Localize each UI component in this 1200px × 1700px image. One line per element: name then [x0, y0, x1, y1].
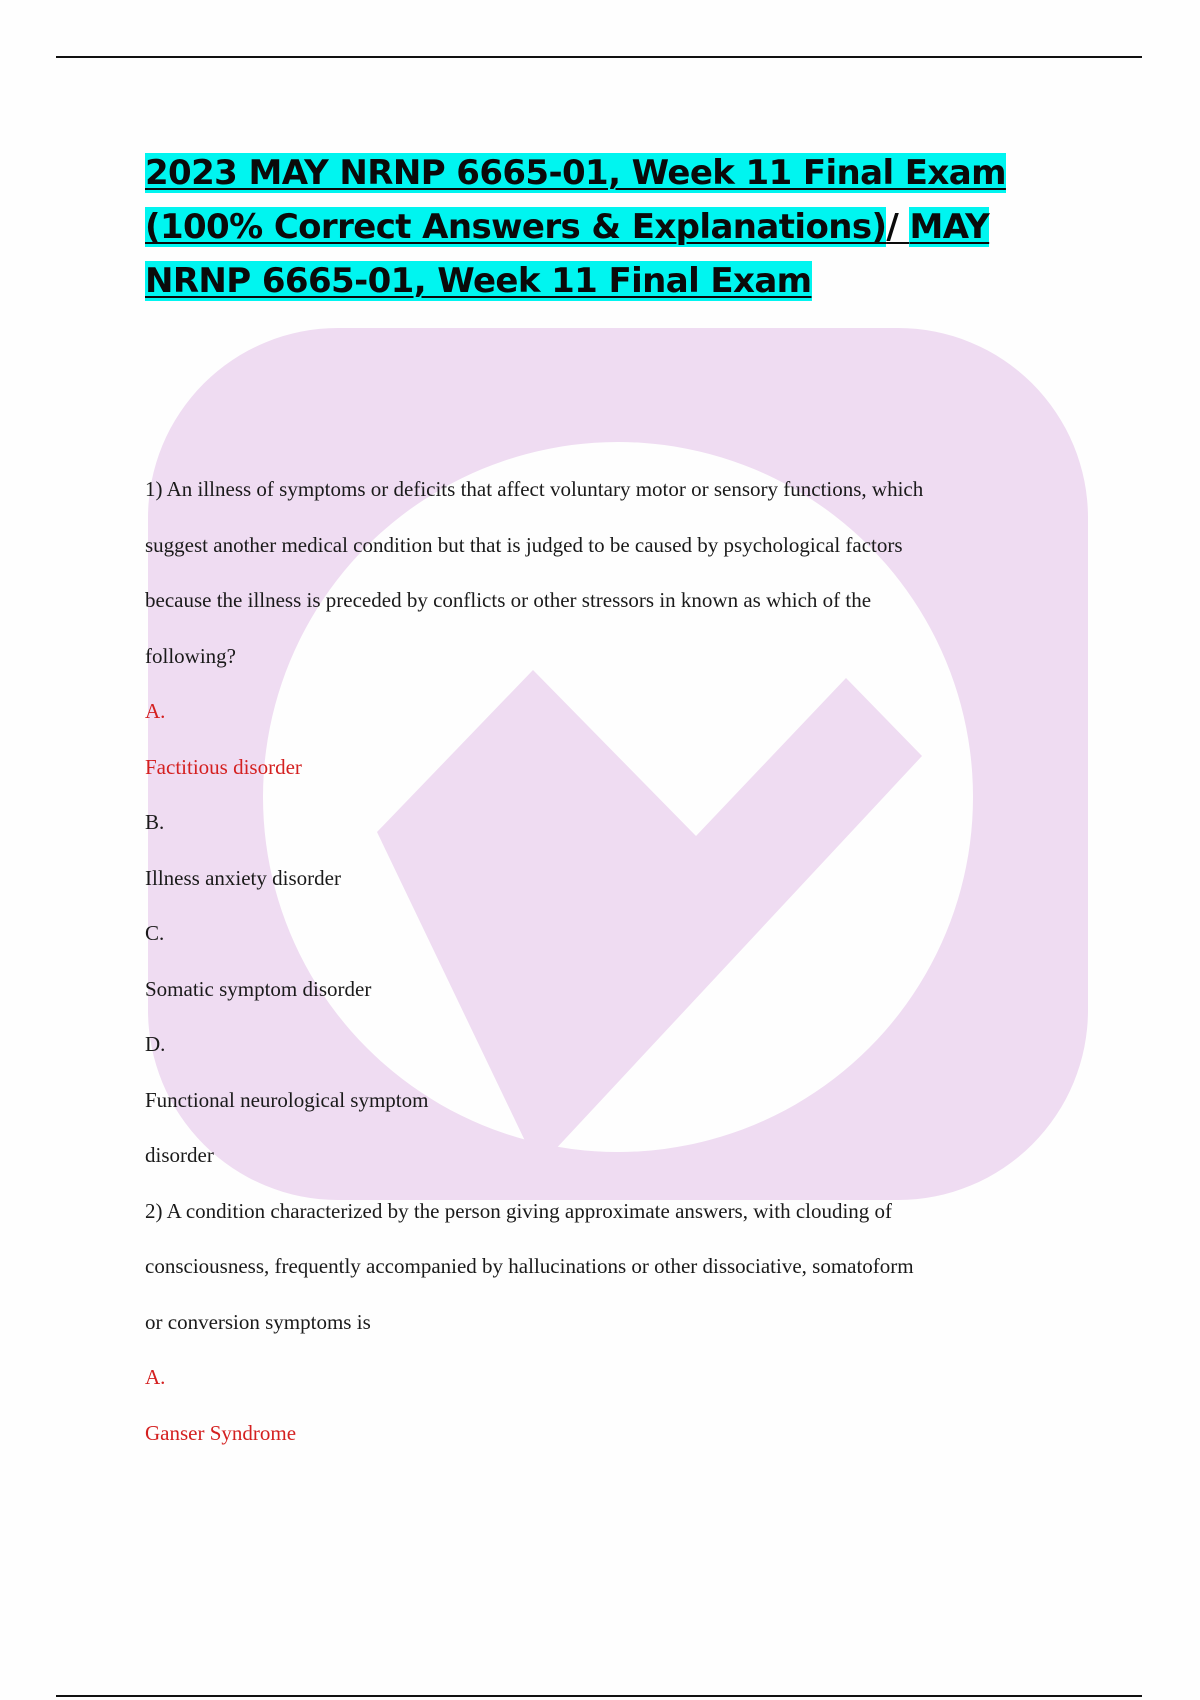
question-1-option-a-letter: A.	[145, 699, 166, 723]
question-1-stem-line-4: following?	[145, 643, 236, 668]
title-part-5: NRNP 6665-01, Week 11 Final Exam	[145, 261, 812, 301]
question-1-option-b-text: Illness anxiety disorder	[145, 865, 341, 890]
question-1-option-b-letter: B.	[145, 810, 165, 834]
question-2	[145, 1184, 1065, 1462]
title-part-3: /	[886, 207, 910, 247]
question-1-option-c-letter: C.	[145, 921, 165, 945]
title-part-2: (100% Correct Answers & Explanations)	[145, 207, 887, 247]
question-1-option-d-text-line-1: Functional neurological symptom	[145, 1087, 429, 1112]
question-2-stem-line-1: 2) A condition characterized by the person giving approximate answers, with clouding of	[145, 1198, 893, 1223]
question-1-stem-line-3: because the illness is preceded by conflicts or other stressors in known as which of the	[145, 588, 872, 612]
document-title	[145, 146, 1045, 308]
question-2-option-a-letter: A.	[145, 1365, 166, 1389]
question-2-stem-line-3: or conversion symptoms is	[145, 1309, 371, 1334]
bottom-divider	[56, 1695, 1142, 1697]
exam-content	[145, 462, 1065, 1461]
question-1-stem-line-1: 1) An illness of symptoms or deficits that affect voluntary motor or sensory functions, which	[145, 477, 924, 501]
question-1	[145, 462, 1065, 1184]
question-2-stem-line-2: consciousness, frequently accompanied by hallucinations or other dissociative, somatoform	[145, 1254, 914, 1278]
top-divider	[56, 56, 1142, 58]
question-1-option-d-letter: D.	[145, 1032, 166, 1056]
question-1-stem-line-2: suggest another medical condition but that is judged to be caused by psychological factors	[145, 532, 903, 557]
title-part-4: MAY	[909, 207, 990, 247]
question-1-option-c-text: Somatic symptom disorder	[145, 976, 372, 1001]
question-1-option-a-text: Factitious disorder	[145, 754, 302, 779]
question-2-option-a-text: Ganser Syndrome	[145, 1420, 297, 1445]
question-1-option-d-text-line-2: disorder	[145, 1143, 214, 1167]
title-part-1: 2023 MAY NRNP 6665-01, Week 11 Final Exam	[145, 153, 1006, 193]
